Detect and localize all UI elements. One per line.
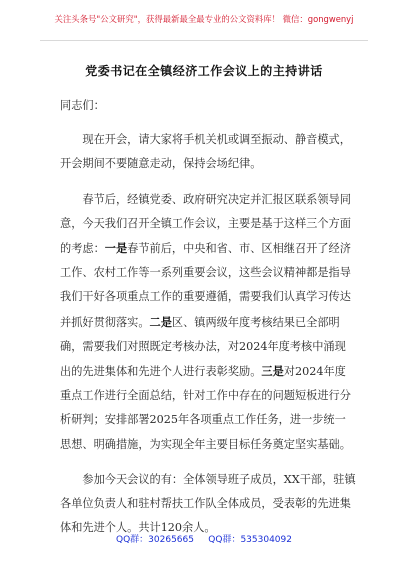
qq-group-footer: QQ群：30265665 QQ群：535304092 [116, 535, 292, 545]
point-marker-three: 三是 [261, 364, 284, 379]
point-two-text: 区、镇两级年度考核结果已全部明确，需要我们对照既定考核办法，对2024年度考核中涌现出的先进集体和先进个人进行表彰奖励。 [60, 315, 346, 379]
paragraph-opening: 现在开会，请大家将手机关机或调至振动、静音模式，开会期间不要随意走动，保持会场纪律。 [60, 133, 351, 171]
header-divider [40, 40, 368, 41]
document-title: 党委书记在全镇经济工作会议上的主持讲话 [85, 64, 323, 78]
paragraph-purpose [60, 188, 356, 457]
document-body [60, 94, 356, 540]
paragraph-purpose-intro: 春节后，经镇党委、政府研究决定并汇报区联系领导同意，今天我们召开全镇工作会议，主要是基于这样三个方面的考虑： [60, 192, 351, 256]
paragraph-attendees: 参加今天会议的有：全体领导班子成员，XX干部，驻镇各单位负责人和驻村帮扶工作队全体成员，受表彰的先进集体和先进个人。共计120余人。 [60, 472, 356, 535]
point-one-text: 春节前后，中央和省、市、区相继召开了经济工作、农村工作等一系列重要会议，这些会议精神都是指导我们干好各项重点工作的重要遵循，需要我们认真学习传达并抓好贯彻落实。 [60, 242, 351, 329]
salutation: 同志们： [60, 99, 105, 112]
promo-header: 关注头条号"公文研究"，获得最新最全最专业的公文资料库！ 微信：gongwenyj [54, 14, 354, 24]
point-marker-two: 二是 [149, 314, 172, 329]
point-three-text: 对2024年度重点工作进行全面总结，针对工作中存在的问题短板进行分析研判；安排部署2025年各项重点工作任务，进一步统一思想、明确措施，为实现全年主要目标任务奠定坚实基础。 [60, 365, 351, 451]
point-marker-one: 一是 [104, 241, 128, 256]
